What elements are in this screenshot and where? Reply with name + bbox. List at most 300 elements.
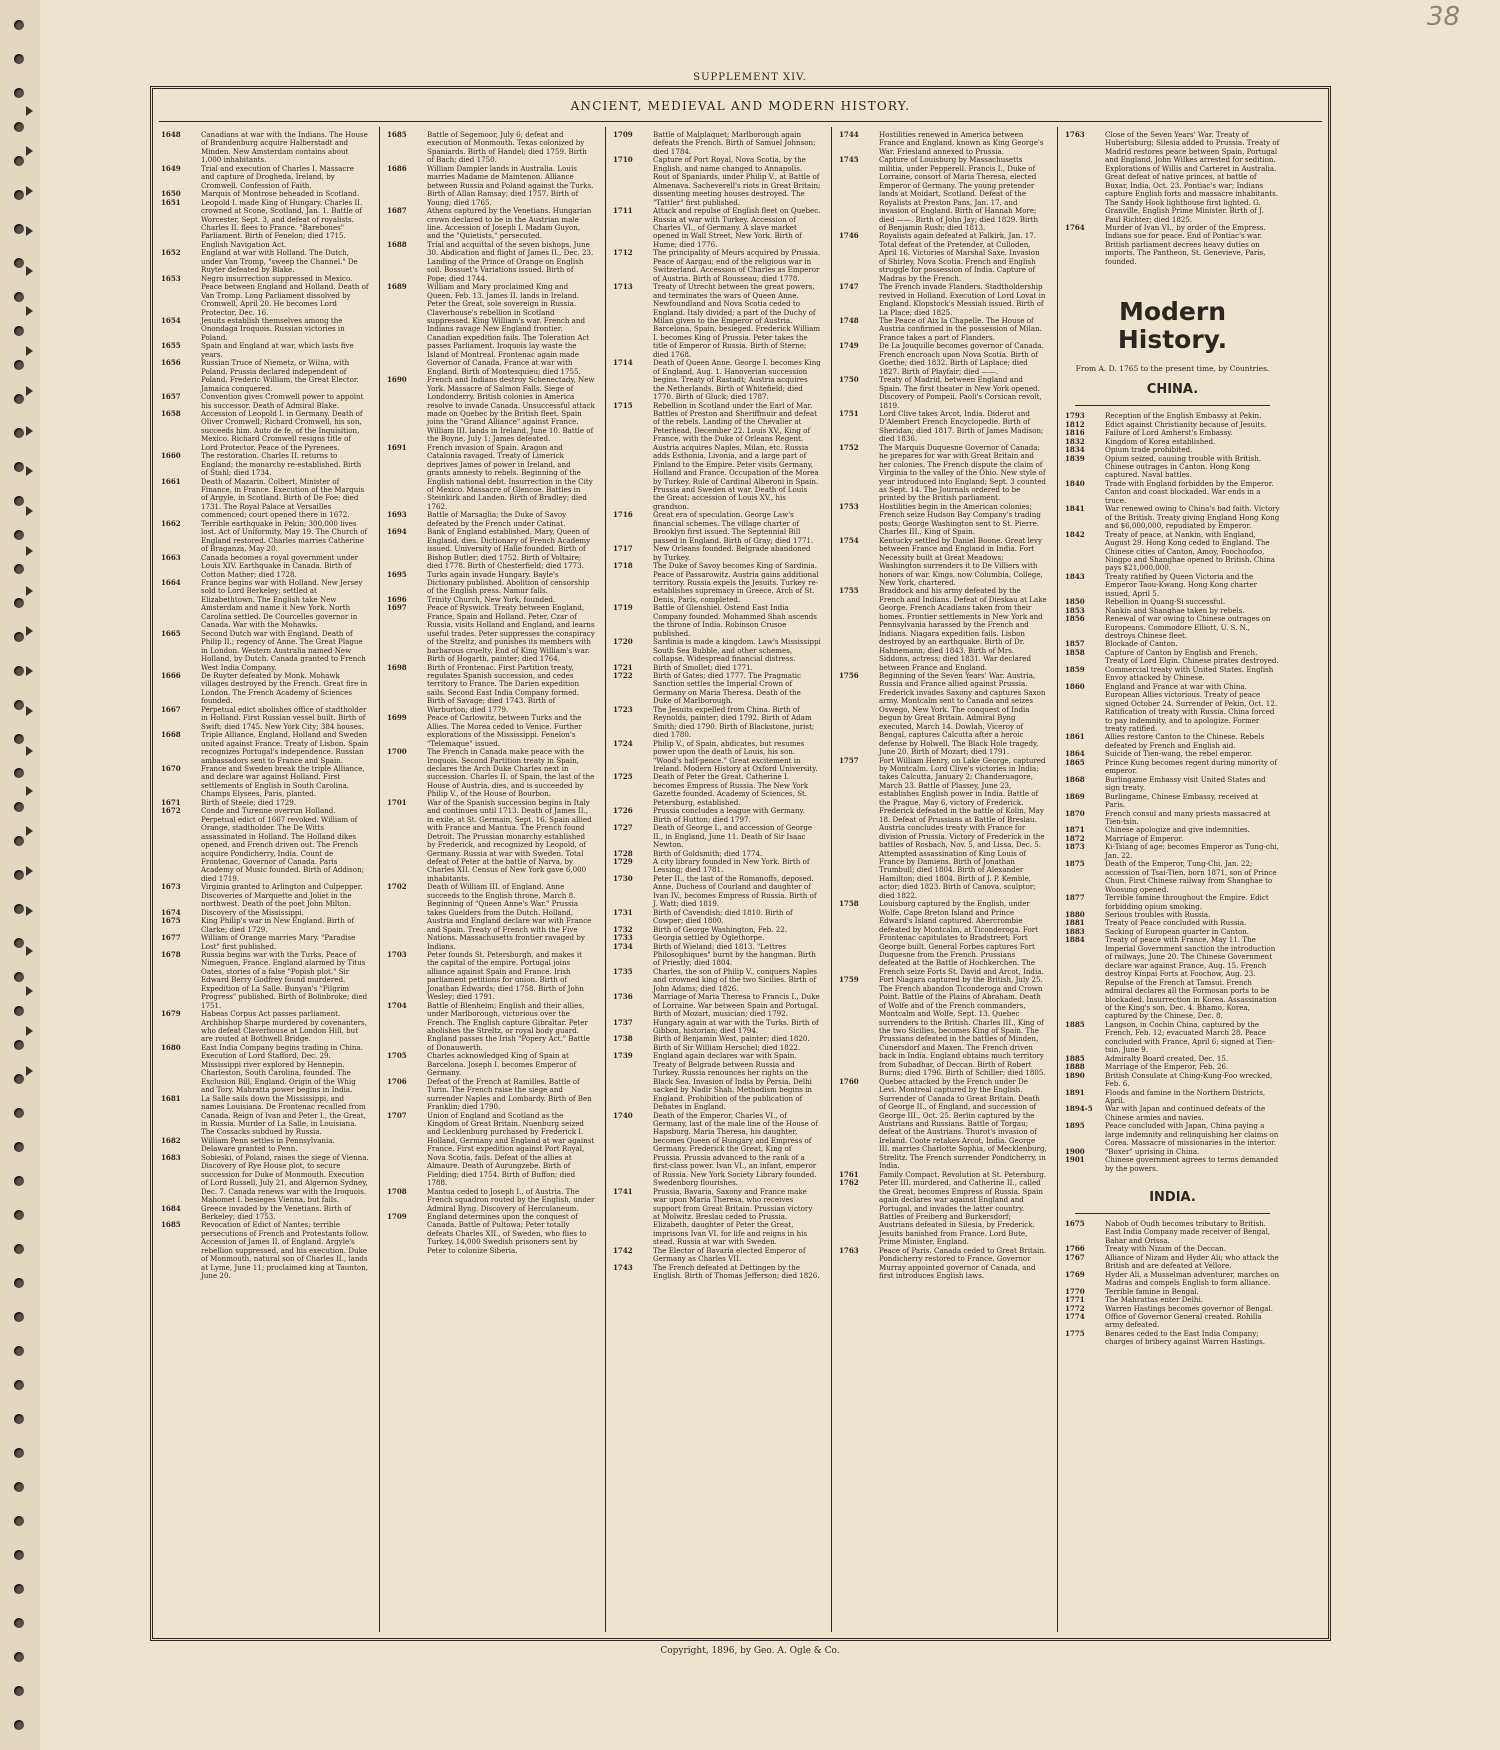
entry-text: Renewal of war owing to Chinese outrages on Europeans. Commodore Elliott, U. S. N., destroys Chinese fleet. bbox=[1105, 614, 1271, 641]
history-entry bbox=[387, 951, 595, 1002]
entry-text: Birth of Benjamin West, painter; died 1820. Birth of Sir William Herschel; died 1822. bbox=[653, 1034, 810, 1052]
entry-text: Peter III. murdered, and Catherine II., called the Great, becomes Empress of Russia. Spain again declares war against England and Portugal, and invades the latter country. Battles of Freiberg and Burkersdorf; Austrians defeated in Silesia, by Frederick. Jesuits banished from France. Lord Bute, Prime Minister, England. bbox=[879, 1178, 1043, 1247]
entry-year: 1664 bbox=[161, 578, 181, 588]
entry-text: Treaty of Madrid, between England and Spain. The first theater in New York opened. Discovery of Pompeii. Paoli's Corsican revolt, 1819. bbox=[879, 375, 1042, 410]
entry-year: 1859 bbox=[1065, 664, 1085, 674]
entry-text: Rebellion in Quang-Si successful. bbox=[1105, 597, 1226, 607]
history-entry bbox=[387, 241, 595, 283]
history-entry bbox=[161, 951, 369, 1010]
binding-arrow-icon bbox=[26, 1026, 33, 1036]
entry-year: 1856 bbox=[1065, 614, 1085, 624]
entry-year: 1747 bbox=[839, 282, 859, 292]
entry-year: 1660 bbox=[161, 451, 181, 461]
entry-text: War with Japan and continued defeats of the Chinese armies and navies. bbox=[1105, 1104, 1266, 1122]
entry-text: Convention gives Cromwell power to appoint his successor. Death of Admiral Blake. bbox=[201, 392, 364, 410]
history-entry bbox=[613, 638, 821, 663]
entry-year: 1721 bbox=[613, 662, 633, 672]
entry-text: De Ruyter defeated by Monk. Mohawk villages destroyed by the French. Great fire in London. The French Academy of Sciences founded. bbox=[201, 671, 368, 706]
history-entry bbox=[613, 283, 821, 359]
entry-year: 1670 bbox=[161, 763, 181, 773]
entry-text: A city library founded in New York. Birth of Lessing; died 1781. bbox=[653, 856, 810, 875]
entry-year: 1865 bbox=[1065, 757, 1085, 767]
history-entry bbox=[839, 410, 1047, 444]
entry-year: 1812 bbox=[1065, 419, 1085, 429]
history-entry bbox=[1065, 649, 1280, 666]
entry-text: East India Company begins trading in China. Execution of Lord Stafford, Dec. 29. Mississippi river explored by Hennepin. Charleston, South Carolina, founded. The Exclusion Bill, England. Origin of the Whig and Tory. Mahratta power begins in India. bbox=[201, 1042, 363, 1095]
entry-year: 1680 bbox=[161, 1042, 181, 1052]
binding-arrow-icon bbox=[26, 786, 33, 796]
entry-year: 1695 bbox=[387, 569, 407, 579]
entry-text: The French invade Flanders. Stadtholdership revived in Holland. Execution of Lord Lovat in England. Klopstock's Messiah issued. Birth of La Place; died 1825. bbox=[879, 282, 1046, 317]
india-heading: INDIA. bbox=[1149, 1190, 1196, 1206]
entry-text: William Dampier lands in Australia. Louis marries Madame de Maintenon. Alliance between Russia and Poland against the Turks. Birth of Allan Ramsay; died 1757. Birth of Young; died 1765. bbox=[427, 163, 594, 207]
entry-text: Birth of Cavendish; died 1810. Birth of Cowper; died 1800. bbox=[653, 907, 793, 926]
entry-year: 1752 bbox=[839, 442, 859, 452]
entry-year: 1714 bbox=[613, 358, 633, 368]
entry-year: 1843 bbox=[1065, 571, 1085, 581]
binding-hole bbox=[14, 1346, 24, 1356]
entry-year: 1671 bbox=[161, 797, 181, 807]
history-entry bbox=[1065, 810, 1280, 827]
history-entry bbox=[161, 1137, 369, 1154]
history-entry bbox=[1065, 936, 1280, 1021]
history-entry bbox=[161, 478, 369, 520]
entry-text: Burlingame Embassy visit United States and sign treaty. bbox=[1105, 774, 1266, 793]
history-entry bbox=[839, 757, 1047, 901]
entry-text: Death of the Emperor, Tung-Chi, Jan. 22; accession of Tsai-Tien, born 1871, son of Prince Chun. First Chinese railway from Shanghae to Woosung opened. bbox=[1105, 859, 1277, 894]
entry-text: Georgia settled by Oglethorpe. bbox=[653, 933, 765, 943]
entry-text: Langson, in Cochin China, captured by the French, Feb. 12; evacuated March 28. Peace concluded with France, April 6; signed at Tien-tsin, June 9. bbox=[1105, 1019, 1275, 1055]
binding-arrow-icon bbox=[26, 386, 33, 396]
history-entry bbox=[613, 1035, 821, 1052]
history-entry bbox=[613, 672, 821, 706]
india-rule bbox=[1075, 1213, 1270, 1214]
entry-year: 1774 bbox=[1065, 1312, 1085, 1322]
binding-arrow-icon bbox=[26, 546, 33, 556]
history-entry bbox=[1065, 666, 1280, 683]
entry-year: 1672 bbox=[161, 806, 181, 816]
column-divider bbox=[605, 127, 606, 1632]
history-entry bbox=[1065, 531, 1280, 573]
history-entry bbox=[1065, 1330, 1280, 1347]
entry-year: 1834 bbox=[1065, 445, 1085, 455]
entry-text: The French in Canada make peace with the Iroquois. Second Partition treaty in Spain, declares the Arch Duke Charles next in succession. Charles II. of Spain, the last of the House of Austria, dies, and is succeeded by Philip V., of the House of Bourbon. bbox=[427, 747, 595, 799]
entry-text: Union of England and Scotland as the Kingdom of Great Britain. Nuenburg seized and Lecklenburg purchased by Frederick I. Holland, Germany and England at war against France. First expedition against Port Royal, Nova Scotia, fails. Defeat of the allies at Almaure. Death of Aurungzebe. Birth of Fielding; died 1754. Birth of Buffon; died 1788. bbox=[427, 1110, 595, 1188]
entry-year: 1684 bbox=[161, 1203, 181, 1213]
entry-text: Prussia concludes a league with Germany. Birth of Hutton; died 1797. bbox=[653, 806, 805, 824]
entry-text: Mantua ceded to Joseph I., of Austria. The French squadron routed by the English, under Admiral Byng. Discovery of Herculaneum. bbox=[427, 1186, 595, 1213]
column-5-events bbox=[1065, 131, 1280, 266]
entry-text: Sardinia is made a kingdom. Law's Mississippi South Sea Bubble, and other schemes, collapse. Widespread financial distress. bbox=[653, 637, 821, 664]
binding-hole bbox=[14, 972, 24, 982]
binding-hole bbox=[14, 20, 24, 30]
entry-year: 1869 bbox=[1065, 791, 1085, 801]
binding-hole bbox=[14, 836, 24, 846]
entry-year: 1699 bbox=[387, 713, 407, 723]
history-entry bbox=[1065, 1220, 1280, 1245]
entry-year: 1679 bbox=[161, 1009, 181, 1019]
history-entry bbox=[161, 579, 369, 630]
entry-year: 1658 bbox=[161, 408, 181, 418]
history-entry bbox=[387, 748, 595, 799]
history-entry bbox=[1065, 1156, 1280, 1173]
entry-text: Russian Truce of Niemetz, or Wilna, with Poland. Prussia declared independent of Poland. Frederic William, the Great Elector. Jamaica conquered. bbox=[201, 358, 359, 393]
binding-hole bbox=[14, 904, 24, 914]
entry-text: Opium trade prohibited. bbox=[1105, 445, 1193, 455]
entry-text: Treaty with Nizam of the Deccan. bbox=[1105, 1244, 1227, 1254]
history-entry bbox=[839, 317, 1047, 342]
binding-hole bbox=[14, 326, 24, 336]
entry-text: The Jesuits expelled from China. Birth of Reynolds, painter; died 1792. Birth of Adam Smith; died 1790. Birth of Blackstone, jurist; died 1780. bbox=[653, 704, 815, 740]
history-frame bbox=[150, 86, 1331, 1641]
history-entry bbox=[839, 131, 1047, 156]
modern-history-subtitle: From A. D. 1765 to the present time, by Countries. bbox=[1075, 364, 1270, 374]
entry-text: Peace of Carlowitz, between Turks and the Allies. The Morea ceded to Venice. Further explorations of the Mississippi. Fenelon's "Telemaque" issued. bbox=[427, 713, 582, 748]
entry-year: 1868 bbox=[1065, 774, 1085, 784]
history-entry bbox=[387, 571, 595, 596]
entry-year: 1681 bbox=[161, 1093, 181, 1103]
entry-year: 1891 bbox=[1065, 1087, 1085, 1097]
history-entry bbox=[161, 1010, 369, 1044]
entry-year: 1717 bbox=[613, 544, 633, 554]
entry-text: England determines upon the conquest of Canada. Battle of Pultowa; Peter totally defeats Charles XII., of Sweden, who flies to Turkey. 14,000 Swedish prisoners sent by Peter to colonize Siberia. bbox=[427, 1212, 587, 1255]
entry-year: 1673 bbox=[161, 882, 181, 892]
history-entry bbox=[613, 511, 821, 545]
history-entry bbox=[1065, 1072, 1280, 1089]
entry-text: England again declares war with Spain. Treaty of Belgrade between Russia and Turkey. Russia renounces her rights on the Black Sea. Invasion of India by Persia. Delhi sacked by Nadir Shah. Methodism begins in England. Prohibition of the publication of Debates in England. bbox=[653, 1051, 812, 1112]
entry-text: Terrible famine throughout the Empire. Edict forbidding opium smoking. bbox=[1105, 893, 1269, 911]
entry-text: Birth of Frontenac. First Partition treaty, regulates Spanish succession, and cedes territory to France. The Darien expedition sails. Second East India Company formed. Birth of Savage; died 1743. Birth of Warburton; died 1779. bbox=[427, 662, 580, 714]
entry-text: Virginia granted to Arlington and Culpepper. Discoveries of Marquette and Joliet in the northwest. Death of the poet John Milton. bbox=[201, 882, 363, 909]
history-entry bbox=[387, 165, 595, 207]
entry-year: 1763 bbox=[1065, 131, 1085, 139]
history-entry bbox=[387, 714, 595, 748]
history-entry bbox=[161, 807, 369, 883]
history-entry bbox=[1065, 573, 1280, 598]
entry-year: 1875 bbox=[1065, 859, 1085, 869]
history-entry bbox=[387, 444, 595, 512]
binding-hole bbox=[14, 122, 24, 132]
binding-arrow-icon bbox=[26, 626, 33, 636]
entry-year: 1885 bbox=[1065, 1053, 1085, 1063]
title-rule bbox=[159, 121, 1322, 122]
history-entry bbox=[839, 672, 1047, 757]
history-entry bbox=[613, 359, 821, 401]
entry-text: War renewed owing to China's bad faith. Victory of the British. Treaty giving England Hong Kong and $6,000,000, repudiated by Emperor. bbox=[1105, 504, 1280, 531]
history-entry bbox=[839, 232, 1047, 283]
entry-year: 1734 bbox=[613, 941, 633, 951]
history-entry bbox=[1065, 894, 1280, 911]
entry-text: Marriage of Maria Theresa to Francis I., Duke of Lorraine. War between Spain and Portugal. Birth of Mozart, musician; died 1792. bbox=[653, 992, 820, 1019]
entry-text: Conde and Turenne overrun Holland. Perpetual edict of 1667 revoked. William of Orange, stadtholder. The De Witts assassinated in Holland. The Holland dikes opened, and French driven out. The French acquire Pondicherry, India. Count de Frontenac, Governor of Canada. Paris Academy of Music founded. Birth of Addison; died 1719. bbox=[201, 806, 365, 883]
entry-text: William of Orange marries Mary. "Paradise Lost" first published. bbox=[201, 933, 356, 951]
entry-text: Peter II., the last of the Romanoffs, deposed. Anne, Duchess of Courland and daughter of Ivan IV., becomes Empress of Russia. Birth of J. Watt; died 1819. bbox=[653, 873, 817, 909]
copyright-line: Copyright, 1896, by Geo. A. Ogle & Co. bbox=[660, 1646, 840, 1656]
entry-year: 1666 bbox=[161, 671, 181, 680]
binding-hole bbox=[14, 88, 24, 98]
history-entry bbox=[161, 342, 369, 359]
column-4 bbox=[839, 131, 1047, 1630]
entry-text: British Consulate at Ching-Kung-Foo wrecked, Feb. 6. bbox=[1105, 1070, 1273, 1089]
entry-text: Floods and famine in the Northern Districts, April. bbox=[1105, 1087, 1266, 1105]
history-entry bbox=[1065, 1105, 1280, 1122]
entry-text: Attack and repulse of English fleet on Quebec. Russia at war with Turkey. Accession of Charles VI., of Germany. A slave market opened in Wall Street, New York. Birth of Hume; died 1776. bbox=[653, 206, 821, 249]
entry-text: "Boxer" uprising in China. bbox=[1105, 1146, 1200, 1156]
binding-hole bbox=[14, 1312, 24, 1322]
entry-text: Peace of Ryswick. Treaty between England, France, Spain and Holland. Peter, Czar of Russia, visits Holland and England, and learns useful trades. Peter suppresses the conspiracy of the Streltz, and punishes its members with barbarous cruelty. End of King William's war. Birth of Hogarth, painter; died 1764. bbox=[427, 603, 595, 664]
page-number: 38 bbox=[1426, 2, 1460, 32]
entry-year: 1769 bbox=[1065, 1269, 1085, 1279]
history-entry bbox=[161, 131, 369, 165]
binding-arrow-icon bbox=[26, 986, 33, 996]
entry-text: Benares ceded to the East India Company; charges of bribery against Warren Hastings. bbox=[1105, 1328, 1266, 1347]
entry-year: 1652 bbox=[161, 248, 181, 258]
entry-year: 1707 bbox=[387, 1110, 407, 1120]
entry-year: 1841 bbox=[1065, 504, 1085, 514]
binding-hole bbox=[14, 156, 24, 166]
entry-year: 1900 bbox=[1065, 1146, 1085, 1156]
entry-text: Athens captured by the Venetians. Hungarian crown declared to be in the Austrian male line. Accession of Joseph I. Madam Guyon, and the "Quietists," persecuted. bbox=[427, 206, 592, 241]
binding-arrow-icon bbox=[26, 586, 33, 596]
entry-year: 1755 bbox=[839, 586, 859, 596]
history-entry bbox=[1065, 131, 1280, 224]
entry-year: 1759 bbox=[839, 975, 859, 985]
history-entry bbox=[161, 275, 369, 317]
entry-year: 1760 bbox=[839, 1076, 859, 1086]
binding-arrow-icon bbox=[26, 186, 33, 196]
binding-hole bbox=[14, 496, 24, 506]
entry-text: Terrible famine in Bengal. bbox=[1105, 1286, 1199, 1296]
entry-year: 1661 bbox=[161, 476, 181, 486]
entry-year: 1708 bbox=[387, 1186, 407, 1196]
history-entry bbox=[613, 1019, 821, 1036]
modern-history-heading: Modern History. bbox=[1117, 297, 1228, 355]
entry-text: The French defeated at Dettingen by the English. Birth of Thomas Jefferson; died 1826. bbox=[653, 1262, 820, 1281]
history-entry bbox=[613, 1247, 821, 1264]
history-entry bbox=[839, 976, 1047, 1077]
history-entry bbox=[161, 199, 369, 250]
entry-year: 1816 bbox=[1065, 428, 1085, 438]
history-entry bbox=[161, 165, 369, 190]
history-entry bbox=[613, 875, 821, 909]
entry-text: Leopold I. made King of Hungary. Charles II. crowned at Scone, Scotland, Jan. 1. Battle of Worcester, Sept. 3, and defeat of royalists. Charles II. flees to France. "Barebones" Parliament. Birth of Fenelon; died 1715. English Navigation Act. bbox=[201, 197, 363, 249]
entry-text: Philip V., of Spain, abdicates, but resumes power upon the death of Louis, his son. "Wood's half-pence." Great excitement in Ireland. Modern History at Oxford University. bbox=[653, 738, 818, 773]
entry-text: Battle of Marsaglia; the Duke of Savoy defeated by the French under Catinat. bbox=[427, 510, 567, 528]
entry-text: Charles, the son of Philip V., conquers Naples and crowned king of the two Sicilies. Birth of John Adams; died 1826. bbox=[653, 966, 818, 993]
entry-year: 1735 bbox=[613, 966, 633, 976]
binding-hole bbox=[14, 462, 24, 472]
entry-text: Trial and execution of Charles I. Massacre and capture of Drogheda, Ireland, by Cromwell. Confession of Faith. bbox=[201, 163, 354, 190]
history-entry bbox=[1065, 1254, 1280, 1271]
history-entry bbox=[1065, 1271, 1280, 1288]
entry-text: Trade with England forbidden by the Emperor. Canton and coast blockaded. War ends in a truce. bbox=[1105, 478, 1274, 505]
entry-text: Warren Hastings becomes governor of Bengal. bbox=[1105, 1303, 1274, 1313]
entry-year: 1700 bbox=[387, 747, 407, 757]
entry-text: Birth of Gates; died 1777. The Pragmatic Sanction settles the Imperial Crown of Germany on Maria Theresa. Death of the Duke of Marlborough. bbox=[653, 671, 802, 706]
binding-hole bbox=[14, 1516, 24, 1526]
entry-text: Birth of Wieland; died 1813. "Lettres Philosophiques" burnt by the hangman. Birth of Priestly; died 1804. bbox=[653, 941, 816, 968]
history-entry bbox=[613, 156, 821, 207]
entry-text: Hostilities begin in the American colonies; French seize Hudson Bay Company's trading posts; George Washington sent to St. Pierre. Charles III., King of Spain. bbox=[879, 501, 1041, 537]
binding-arrow-icon bbox=[26, 426, 33, 436]
entry-text: Chinese apologize and give indemnities. bbox=[1105, 825, 1250, 835]
binding-arrow-icon bbox=[26, 1066, 33, 1076]
entry-text: Peter founds St. Petersburgh, and makes it the capital of the empire. Portugal joins alliance against Spain and France. Irish parliament petitions for union. Birth of Jonathan Edwards; died 1758. Birth of John Wesley; died 1791. bbox=[427, 949, 584, 1002]
entry-year: 1705 bbox=[387, 1051, 407, 1061]
history-entry bbox=[839, 156, 1047, 232]
entry-text: Treaty of peace with France, May 11. The Imperial Government sanction the introduction of railways, June 20. The Chinese Government declare war against France, Aug. 15. French destroy Kinpai Forts at Foochow, Aug. 23. Repulse of the French at Tamsui. French admiral declares all the Formosan ports to be blockaded. Insurrection in Korea. Assassination of the King's son, Dec. 4. Bhamo, Korea, captured by the Chinese, Dec. 8. bbox=[1105, 935, 1277, 1021]
entry-year: 1710 bbox=[613, 155, 633, 165]
entry-year: 1870 bbox=[1065, 808, 1085, 818]
history-entry bbox=[839, 587, 1047, 672]
entry-year: 1709 bbox=[387, 1212, 407, 1221]
binding-hole bbox=[14, 1244, 24, 1254]
entry-text: Death of George I., and accession of George II., in England, June 11. Death of Sir Isaac Newton. bbox=[653, 823, 813, 850]
entry-text: Russia begins war with the Turks. Peace of Nimeguen, France. England alarmed by Titus Oates, stories of a false "Popish plot." Sir Edward Berry Godfrey found murdered. Expedition of La Salle. Bunyan's "Pilgrim Progress" published. Birth of Bolinbroke; died 1751. bbox=[201, 949, 368, 1010]
entry-text: De La Jouquille becomes governor of Canada. French encroach upon Nova Scotia. Birth of Goethe; died 1832. Birth of Laplace; died 1827. Birth of Playfair; died ——. bbox=[879, 341, 1044, 376]
entry-text: Peace concluded with Japan, China paying a large indemnity and relinquishing her claims on Corea. Massacre of missionaries in the interior. bbox=[1105, 1121, 1279, 1148]
entry-text: Marquis of Montrose beheaded in Scotland. bbox=[201, 189, 360, 199]
supplement-label: SUPPLEMENT XIV. bbox=[693, 72, 807, 83]
history-entry bbox=[613, 402, 821, 512]
entry-year: 1713 bbox=[613, 282, 633, 292]
history-entry bbox=[1065, 480, 1280, 505]
entry-year: 1739 bbox=[613, 1051, 633, 1061]
entry-year: 1688 bbox=[387, 239, 407, 249]
binding-hole bbox=[14, 1278, 24, 1288]
history-entry bbox=[613, 1052, 821, 1111]
entry-text: Kentucky settled by Daniel Boone. Great levy between France and England in India. Fort Necessity built at Great Meadows; Washington surrenders it to De Villiers with honors of war. Kings, now Columbia, College, New York, chartered. bbox=[879, 535, 1043, 588]
history-entry bbox=[613, 545, 821, 562]
binding-hole bbox=[14, 564, 24, 574]
binding-hole bbox=[14, 666, 24, 676]
entry-text: William and Mary proclaimed King and Queen, Feb. 13. James II. lands in Ireland. Peter the Great, sole sovereign in Russia. Claverhouse's rebellion in Scotland suppressed. King William's war. French and Indians ravage New England frontier. Canadian expedition fails. The Toleration Act passes Parliament. Iroquois lay waste the Island of Montreal. Frontenac again made Governor of Canada. France at war with England. Birth of Montesquieu; died 1755. bbox=[427, 282, 590, 376]
entry-text: Trinity Church, New York, founded. bbox=[427, 594, 556, 604]
entry-year: 1690 bbox=[387, 375, 407, 385]
history-entry bbox=[387, 131, 595, 165]
entry-year: 1872 bbox=[1065, 833, 1085, 843]
entry-text: Battle of Segemoor, July 6; defeat and execution of Monmouth. Texas colonized by Spaniards. Birth of Handel; died 1759. Birth of Bach; died 1750. bbox=[427, 131, 587, 165]
entry-text: France begins war with Holland. New Jersey sold to Lord Berkeley; settled at Elizabethtown. The English take New Amsterdam and name it New York. North Carolina settled. De Courcelles governor in Canada. War with the Mohawks. bbox=[201, 578, 363, 630]
history-entry bbox=[161, 765, 369, 799]
entry-year: 1650 bbox=[161, 189, 181, 199]
history-entry bbox=[613, 131, 821, 156]
history-entry bbox=[613, 858, 821, 875]
entry-text: Spain and England at war, which lasts five years. bbox=[201, 341, 354, 359]
entry-year: 1883 bbox=[1065, 926, 1085, 936]
column-divider bbox=[379, 127, 380, 1632]
entry-year: 1724 bbox=[613, 738, 633, 748]
binding-hole bbox=[14, 1142, 24, 1152]
history-entry bbox=[1065, 860, 1280, 894]
binding-arrow-icon bbox=[26, 306, 33, 316]
entry-text: France and Sweden break the triple Alliance, and declare war against Holland. First settlements of English in South Carolina. Champs Elysees, Paris, planted. bbox=[201, 763, 365, 799]
history-entry bbox=[161, 630, 369, 672]
entry-year: 1756 bbox=[839, 671, 859, 680]
entry-text: Office of Governor General created. Rohilla army defeated. bbox=[1105, 1312, 1262, 1330]
binding-hole bbox=[14, 1380, 24, 1390]
entry-text: French and Indians destroy Schenectady, New York. Massacre of Salmon Falls. Siege of Londonderry. British colonies in America resolve to invade Canada. Unsuccessful attack made on Quebec by the British fleet. Spain joins the "Grand Alliance" against France. William III. lands in Ireland, June 10. Battle of the Boyne, July 1; James defeated. bbox=[427, 375, 595, 444]
history-entry bbox=[839, 537, 1047, 588]
entry-year: 1881 bbox=[1065, 918, 1085, 928]
history-entry bbox=[161, 883, 369, 908]
binding-hole bbox=[14, 360, 24, 370]
entry-text: New Orleans founded. Belgrade abandoned by Turkey. bbox=[653, 544, 811, 562]
entry-text: Marriage of Emperor. bbox=[1105, 833, 1184, 843]
history-entry bbox=[387, 664, 595, 715]
entry-year: 1793 bbox=[1065, 411, 1085, 421]
entry-year: 1894-5 bbox=[1065, 1104, 1093, 1114]
binding-arrow-icon bbox=[26, 226, 33, 236]
entry-text: The Mahrattas enter Delhi. bbox=[1105, 1295, 1203, 1305]
entry-text: Hyder Ali, a Musselman adventurer, marches on Madras and compels English to form alliance. bbox=[1105, 1269, 1280, 1288]
entry-year: 1653 bbox=[161, 273, 181, 283]
binding-arrow-icon bbox=[26, 666, 33, 676]
entry-year: 1738 bbox=[613, 1034, 633, 1044]
entry-year: 1733 bbox=[613, 933, 633, 943]
entry-text: England at war with Holland. The Dutch, under Van Tromp, "sweep the Channel." De Ruyter defeated by Blake. bbox=[201, 248, 358, 275]
entry-text: Fort Niagara captured by the British, July 25. The French abandon Ticonderoga and Crown Point. Battle of the Plains of Abraham. Death of Wolfe and of the French commanders, Montcalm and Wolfe, Sept. 13. Quebec surrenders to the British. Charles III., King of the two Sicilies, becomes King of Spain. The Prussians defeated in the battles of Minden, Cunersdorf and Maxen. The French driven back in India. England obtains much territory from Subadhar, of Deccan. Birth of Robert Burns; died 1796. Birth of Schiller; died 1805. bbox=[879, 975, 1046, 1078]
entry-text: Capture of Port Royal, Nova Scotia, by the English, and name changed to Annapolis. Rout of Spaniards, under Philip V., at Battle of Almenava. Sacheverell's riots in Great Britain; dissenting meeting houses destroyed. The "Tattler" first published. bbox=[653, 155, 821, 207]
binding-arrow-icon bbox=[26, 866, 33, 876]
history-entry bbox=[613, 909, 821, 926]
entry-year: 1850 bbox=[1065, 597, 1085, 607]
history-entry bbox=[613, 943, 821, 968]
entry-text: Serious troubles with Russia. bbox=[1105, 909, 1211, 919]
history-entry bbox=[387, 1078, 595, 1112]
entry-year: 1662 bbox=[161, 518, 181, 528]
history-entry bbox=[613, 249, 821, 283]
entry-year: 1745 bbox=[839, 155, 859, 165]
entry-year: 1746 bbox=[839, 231, 859, 241]
entry-year: 1697 bbox=[387, 603, 407, 613]
entry-text: Blockade of Canton. bbox=[1105, 639, 1178, 649]
history-entry bbox=[161, 1221, 369, 1280]
entry-year: 1729 bbox=[613, 856, 633, 866]
entry-year: 1839 bbox=[1065, 453, 1085, 463]
entry-text: Failure of Lord Amherst's Embassy. bbox=[1105, 428, 1233, 438]
entry-text: Perpetual edict abolishes office of stadtholder in Holland. First Russian vessel built. Birth of Swift; died 1745. New York City; 384 houses. bbox=[201, 704, 367, 731]
entry-text: Birth of Steele; died 1729. bbox=[201, 797, 297, 807]
entry-year: 1751 bbox=[839, 408, 859, 418]
entry-text: Birth of Goldsmith; died 1774. bbox=[653, 848, 763, 858]
entry-year: 1772 bbox=[1065, 1303, 1085, 1313]
entry-text: Capture of Louisburg by Massachusetts militia, under Pepperell. Francis I., Duke of Lorraine, consort of Maria Theresa, elected Emperor of Germany. The young pretender lands at Moidart, Scotland. Defeat of the Royalists at Preston Pans, Jan. 17, and invasion of England. Birth of Hannah More; died ——. Birth of John Jay; died 1829. Birth of Benjamin Rush; died 1813. bbox=[879, 155, 1039, 232]
history-entry bbox=[1065, 733, 1280, 750]
binding-hole bbox=[14, 802, 24, 812]
column-divider bbox=[1057, 127, 1058, 1632]
history-entry bbox=[1065, 1122, 1280, 1147]
entry-text: Triple Alliance, England, Holland and Sweden united against France. Treaty of Lisbon. Spain recognizes Portugal's independence. Russian ambassadors sent to France and Spain. bbox=[201, 730, 369, 765]
entry-year: 1832 bbox=[1065, 436, 1085, 446]
entry-text: Allies restore Canton to the Chinese. Rebels defeated by French and English aid. bbox=[1105, 732, 1265, 750]
binding-hole bbox=[14, 1108, 24, 1118]
india-list bbox=[1065, 1220, 1280, 1347]
history-entry bbox=[839, 1179, 1047, 1247]
entry-year: 1663 bbox=[161, 552, 181, 562]
china-rule bbox=[1075, 405, 1270, 406]
entry-year: 1885 bbox=[1065, 1019, 1085, 1029]
entry-text: King Philip's war in New England. Birth of Clarke; died 1729. bbox=[201, 916, 355, 934]
entry-year: 1718 bbox=[613, 561, 633, 571]
history-entry bbox=[613, 706, 821, 740]
binding-hole bbox=[14, 1176, 24, 1186]
entry-text: Canadians at war with the Indians. The House of Brandenburg acquire Halberstadt and Minden. New Amsterdam contains about 1,000 inhabitants. bbox=[201, 131, 368, 165]
entry-year: 1730 bbox=[613, 873, 633, 883]
entry-year: 1890 bbox=[1065, 1070, 1085, 1080]
binding-hole bbox=[14, 768, 24, 778]
entry-text: Accession of Leopold I. in Germany. Death of Oliver Cromwell; Richard Cromwell, his son, succeeds him. Auto de fe, of the Inquisition, Mexico. Richard Cromwell resigns title of Lord Protector. Peace of the Pyrenees. bbox=[201, 408, 363, 452]
